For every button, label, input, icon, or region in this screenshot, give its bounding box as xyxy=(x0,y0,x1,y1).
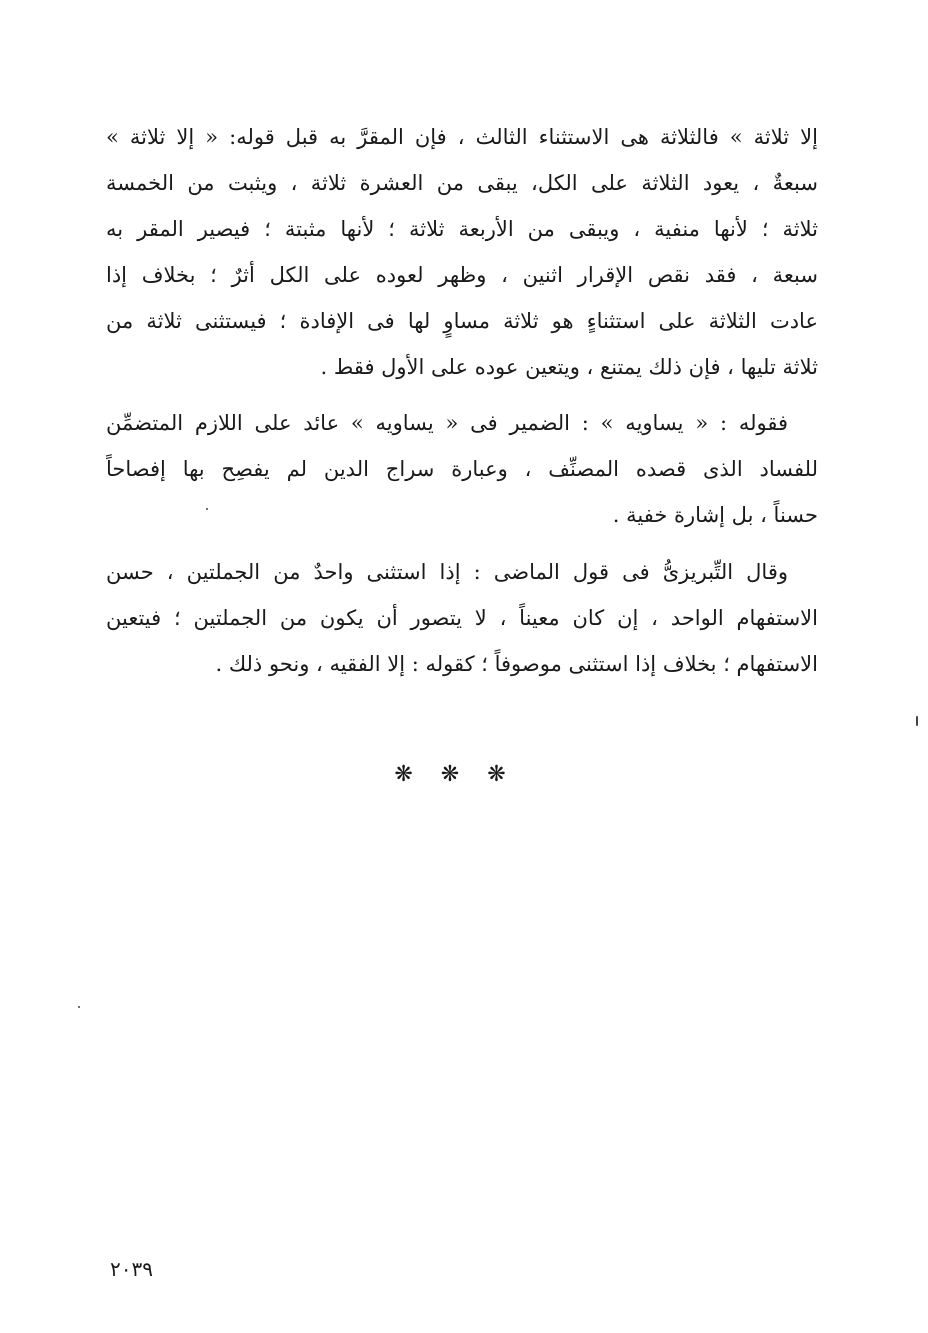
section-ornament: ❋❋❋ xyxy=(394,762,534,787)
paragraph-3 xyxy=(106,549,818,687)
text-line: إلا ثلاثة » فالثلاثة هى الاستثناء الثالث ، فإن المقرَّ به قبل قوله: « إلا ثلاثة » xyxy=(106,125,818,149)
paragraph-1 xyxy=(106,114,818,390)
text-line: سبعةٌ ، يعود الثلاثة على الكل، يبقى من العشرة ثلاثة ، ويثبت من الخمسة xyxy=(106,171,818,195)
text-line: وقال التِّبريزىُّ فى قول الماضى : إذا استثنى واحدٌ من الجملتين ، حسن xyxy=(106,560,788,584)
scan-speck xyxy=(206,508,208,510)
text-line: فقوله : « يساويه » : الضمير فى « يساويه » عائد على اللازم المتضمِّن xyxy=(106,411,788,435)
scan-speck xyxy=(78,1006,80,1008)
text-line: عادت الثلاثة على استثناءٍ هو ثلاثة مساوٍ لها فى الإفادة ؛ فيستثنى ثلاثة من xyxy=(106,309,818,333)
page-number: ٢٠٣٩ xyxy=(110,1257,153,1281)
text-line: حسناً ، بل إشارة خفية . xyxy=(612,503,818,527)
paragraph-2 xyxy=(106,400,818,538)
text-line: ثلاثة ؛ لأنها منفية ، ويبقى من الأربعة ثلاثة ؛ لأنها مثبتة ؛ فيصير المقر به xyxy=(106,217,818,241)
text-line: الاستفهام الواحد ، إن كان معيناً ، لا يتصور أن يكون من الجملتين ؛ فيتعين xyxy=(106,606,818,630)
text-line: ثلاثة تليها ، فإن ذلك يمتنع ، ويتعين عوده على الأول فقط . xyxy=(320,355,818,379)
text-line: سبعة ، فقد نقص الإقرار اثنين ، وظهر لعوده على الكل أثرٌ ؛ بخلاف إذا xyxy=(106,263,818,287)
scan-speck xyxy=(916,716,918,726)
text-line: للفساد الذى قصده المصنِّف ، وعبارة سراج الدين لم يفصِح بها إفصاحاً xyxy=(106,457,818,481)
text-line: الاستفهام ؛ بخلاف إذا استثنى موصوفاً ؛ كقوله : إلا الفقيه ، ونحو ذلك . xyxy=(215,652,818,676)
